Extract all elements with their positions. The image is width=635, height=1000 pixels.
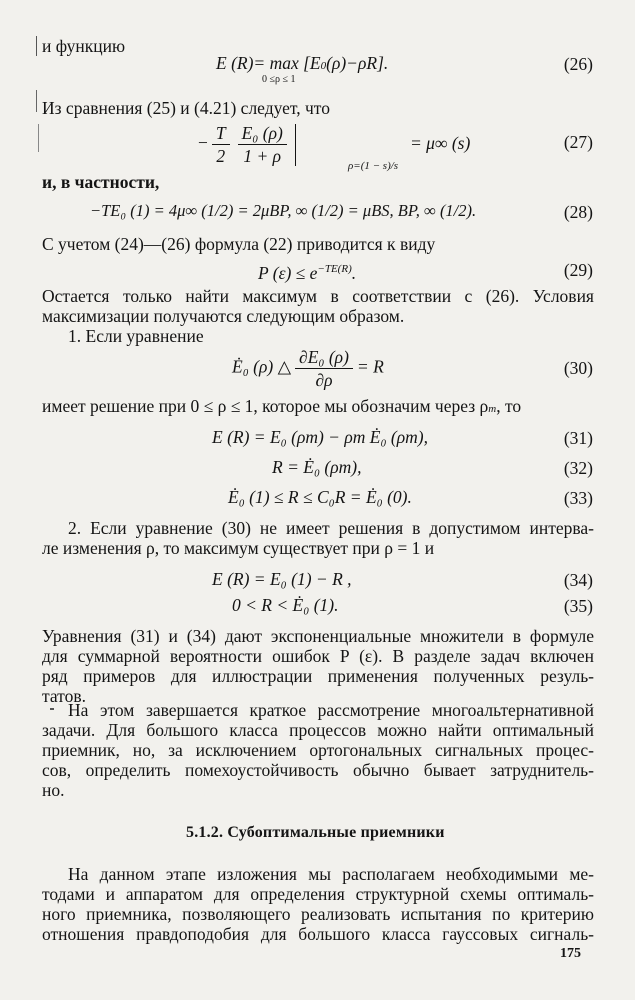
equation-29: P $(\varepsilon) \le e^{-TE(R)}$. [258, 262, 357, 283]
margin-mark [36, 90, 37, 112]
paragraph-line: максимизации получаются следующим образом. [42, 306, 405, 326]
paragraph: Остается только найти максимум в соответствии с (26). Условия [42, 286, 594, 306]
margin-mark [38, 124, 39, 152]
paragraph-line: но. [42, 780, 65, 800]
equation-number: (34) [563, 570, 593, 590]
equation-number: (31) [563, 428, 593, 448]
list-item: 1. Если уравнение [68, 326, 204, 346]
paragraph: На этом завершается краткое рассмотрение многоальтернативной задачи. Для большого класса процессов можно найти оптимальный приемник, но, за исключением ортогональных сигнальных процес- сов, определить помехоустойчивость обычно бывает затруднитель- [42, 700, 594, 780]
equation-number: (29) [563, 260, 593, 280]
equation-33: Ė₀ (1) ≤ R ≤ C₀R = Ė₀ (0). [228, 487, 412, 507]
equation-number: (26) [563, 54, 593, 74]
text-line: и функцию [42, 36, 126, 56]
margin-mark [36, 36, 37, 56]
text-line: Из сравнения (25) и (4.21) следует, что [42, 98, 330, 118]
text-line: и, в частности, [42, 172, 160, 192]
page-number: 175 [560, 946, 581, 961]
equation-31: E (R) = E₀ (ρm) − ρm Ė₀ (ρm), [212, 427, 428, 447]
text-line: имеет решение при 0 ≤ ρ ≤ 1, которое мы обозначим через ρm, то [42, 396, 522, 416]
paragraph-line: татов. [42, 686, 86, 706]
equation-number: (27) [563, 132, 593, 152]
section-heading: 5.1.2. Субоптимальные приемники [186, 824, 445, 841]
equation-26-limits: 0 ≤ρ ≤ 1 [262, 74, 296, 85]
paragraph: Уравнения (31) и (34) дают экспоненциальные множители в формуле для суммарной вероятности ошибок P (ε). В разделе задач включен ряд примеров для иллюстрации применения полученных резуль- [42, 626, 594, 686]
text-line: С учетом (24)—(26) формула (22) приводится к виду [42, 234, 436, 254]
equation-number: (35) [563, 596, 593, 616]
list-item: 2. Если уравнение (30) не имеет решения в допустимом интерва- [68, 518, 594, 538]
equation-27-rhs: = μ∞ (s) [410, 133, 471, 153]
equation-number: (33) [563, 488, 593, 508]
list-item-line: ле изменения ρ, то максимум существует при ρ = 1 и [42, 538, 435, 558]
equation-number: (32) [563, 458, 593, 478]
equation-32: R = Ė₀ (ρm), [272, 457, 362, 477]
paragraph: На данном этапе изложения мы располагаем необходимыми ме- тодами и аппаратом для определения структурной схемы оптималь- ного приемника, позволяющего реализовать испытания по критерию отношения правдоподобия для большого класса гауссовых сигналь- [42, 864, 594, 944]
equation-number: (30) [563, 358, 593, 378]
equation-30: Ė₀ (ρ) △ $\frac{\text{∂E₀ (ρ)}}{\partial\rho}$ = R [232, 347, 384, 390]
equation-34: E (R) = E₀ (1) − R , [212, 569, 352, 589]
equation-number: (28) [563, 202, 593, 222]
equation-27-condition: ρ=(1 − s)/s [348, 160, 399, 172]
equation-35: 0 < R < Ė₀ (1). [232, 595, 339, 615]
equation-28: −TE₀ (1) = 4μ∞ (1/2) = 2μBP, ∞ (1/2) = μBS, BP, ∞ (1/2). [90, 201, 477, 220]
equation-27: − $\frac{T}{2}$ $\frac{\text{E₀ (ρ)}}{1 + \rho}$ [198, 122, 296, 167]
equation-26: E (R)= max [E0(ρ)−ρR]. [216, 53, 389, 73]
